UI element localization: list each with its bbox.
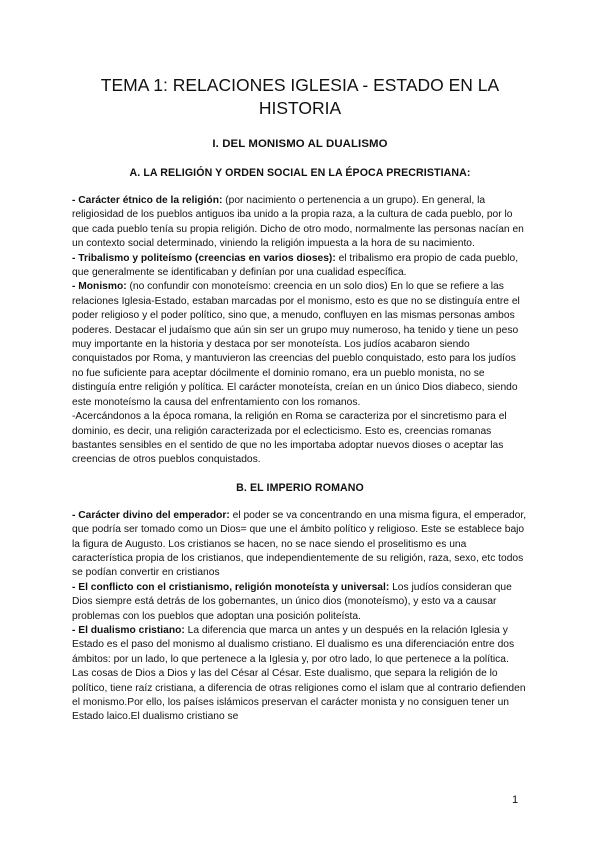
paragraph-text: (no confundir con monoteísmo: creencia en un solo dios) En lo que se refiere a las relaciones Iglesia-Estado, estaban marcadas por el monismo, esto es que no se distinguía entre el poder religioso y el poder político, sino que, a menudo, confluyen en las mismas personas ambos poderes. Destacar el judaísmo que aún sin ser un grupo muy numeroso, ha tenido y tiene un peso muy importante en la historia y destaca por ser monoteísta. Los judíos acabaron siendo conquistados por Roma, y mantuvieron las creencias del pueblo conquistado, esto para los judíos no fue suficiente para aceptar dócilmente el dominio romano, era un pueblo monista, no se distinguía entre religión y política. El carácter monoteísta, creían en un único Dios diabeco, siendo este monoteísmo la causa del enfrentamiento con los romanos. (72, 281, 520, 408)
paragraph-dualismo (72, 624, 528, 725)
paragraph-text: el tribalismo era propio de cada pueblo, que generalmente se identificaban y definían por una cualidad específica. (72, 252, 519, 279)
paragraph-lead: - El dualismo cristiano: (72, 624, 185, 636)
paragraph-lead: - El conflicto con el cristianismo, religión monoteísta y universal: (72, 581, 390, 593)
paragraph-monismo (72, 280, 528, 410)
paragraph-tribalismo (72, 252, 528, 281)
paragraph-text: La diferencia que marca un antes y un después en la relación Iglesia y Estado es el paso del monismo al dualismo cristiano. El dualismo es una diferenciación entre dos ámbitos: por un lado, lo que pertenece a la Iglesia y, por otro lado, lo que pertenece a la política. Las cosas de Dios a Dios y las del César al César. Este dualismo, que separa la religión de lo político, tiene raíz cristiana, a diferencia de otras religiones como el islam que al contrario defienden el monismo.Por ello, los países islámicos preservan el carácter monista y no consiguen tener un Estado laico.El dualismo cristiano se (72, 624, 526, 723)
subsection-b-heading: B. EL IMPERIO ROMANO (236, 481, 364, 494)
paragraph-lead: - Carácter divino del emperador: (72, 509, 230, 521)
paragraph-conflicto (72, 581, 528, 624)
paragraph-text: Los judíos consideran que Dios siempre está detrás de los gobernantes, un único dios (monoteísmo), y esto va a causar problemas con los pueblos que adoptan una posición politeísta. (72, 581, 512, 622)
paragraph-text: -Acercándonos a la época romana, la religión en Roma se caracteriza por el sincretismo para el dominio, es decir, una religión caracterizada por el eclecticismo. Esto es, creencias romanas bastantes sensibles en el sentido de que no les importaba adoptar nuevos dioses o aceptar las creencias de otros pueblos conquistados. (72, 411, 507, 466)
subsection-a-heading: A. LA RELIGIÓN Y ORDEN SOCIAL EN LA ÉPOCA PRECRISTIANA: (129, 167, 471, 179)
subsection-b-body (72, 509, 528, 725)
section-heading: I. DEL MONISMO AL DUALISMO (212, 138, 388, 150)
page-number: 1 (512, 794, 519, 806)
paragraph-lead: - Monismo: (72, 281, 127, 293)
paragraph-lead: - Carácter étnico de la religión: (72, 195, 223, 206)
paragraph-etnico (72, 194, 528, 252)
paragraph-epoca-romana (72, 410, 528, 468)
document-title: TEMA 1: RELACIONES IGLESIA - ESTADO EN LA HISTORIA (100, 75, 500, 118)
paragraph-emperador (72, 509, 528, 581)
paragraph-text: (por nacimiento o pertenencia a un grupo). En general, la religiosidad de los pueblos antiguos iba unido a la propia raza, a la cultura de cada pueblo, por lo que cada pueblo tenía su propia religión. Dicho de otro modo, normalmente las personas nacían en un contexto social determinado, viniendo la religión impuesta a la hora de su nacimiento. (72, 195, 524, 250)
paragraph-lead: - Tribalismo y politeísmo (creencias en varios dioses): (72, 252, 336, 264)
paragraph-text: el poder se va concentrando en una misma figura, el emperador, que podría ser tomado como un Dios= que une el ámbito político y religioso. Este se establece bajo la figura de Augusto. Los cristianos se hacen, no se nace siendo el proselitismo es una característica propia de los cristianos, que independientemente de su religión, raza, sexo, etc todos se podían convertir en cristianos (72, 509, 527, 579)
subsection-a-body (72, 194, 528, 468)
